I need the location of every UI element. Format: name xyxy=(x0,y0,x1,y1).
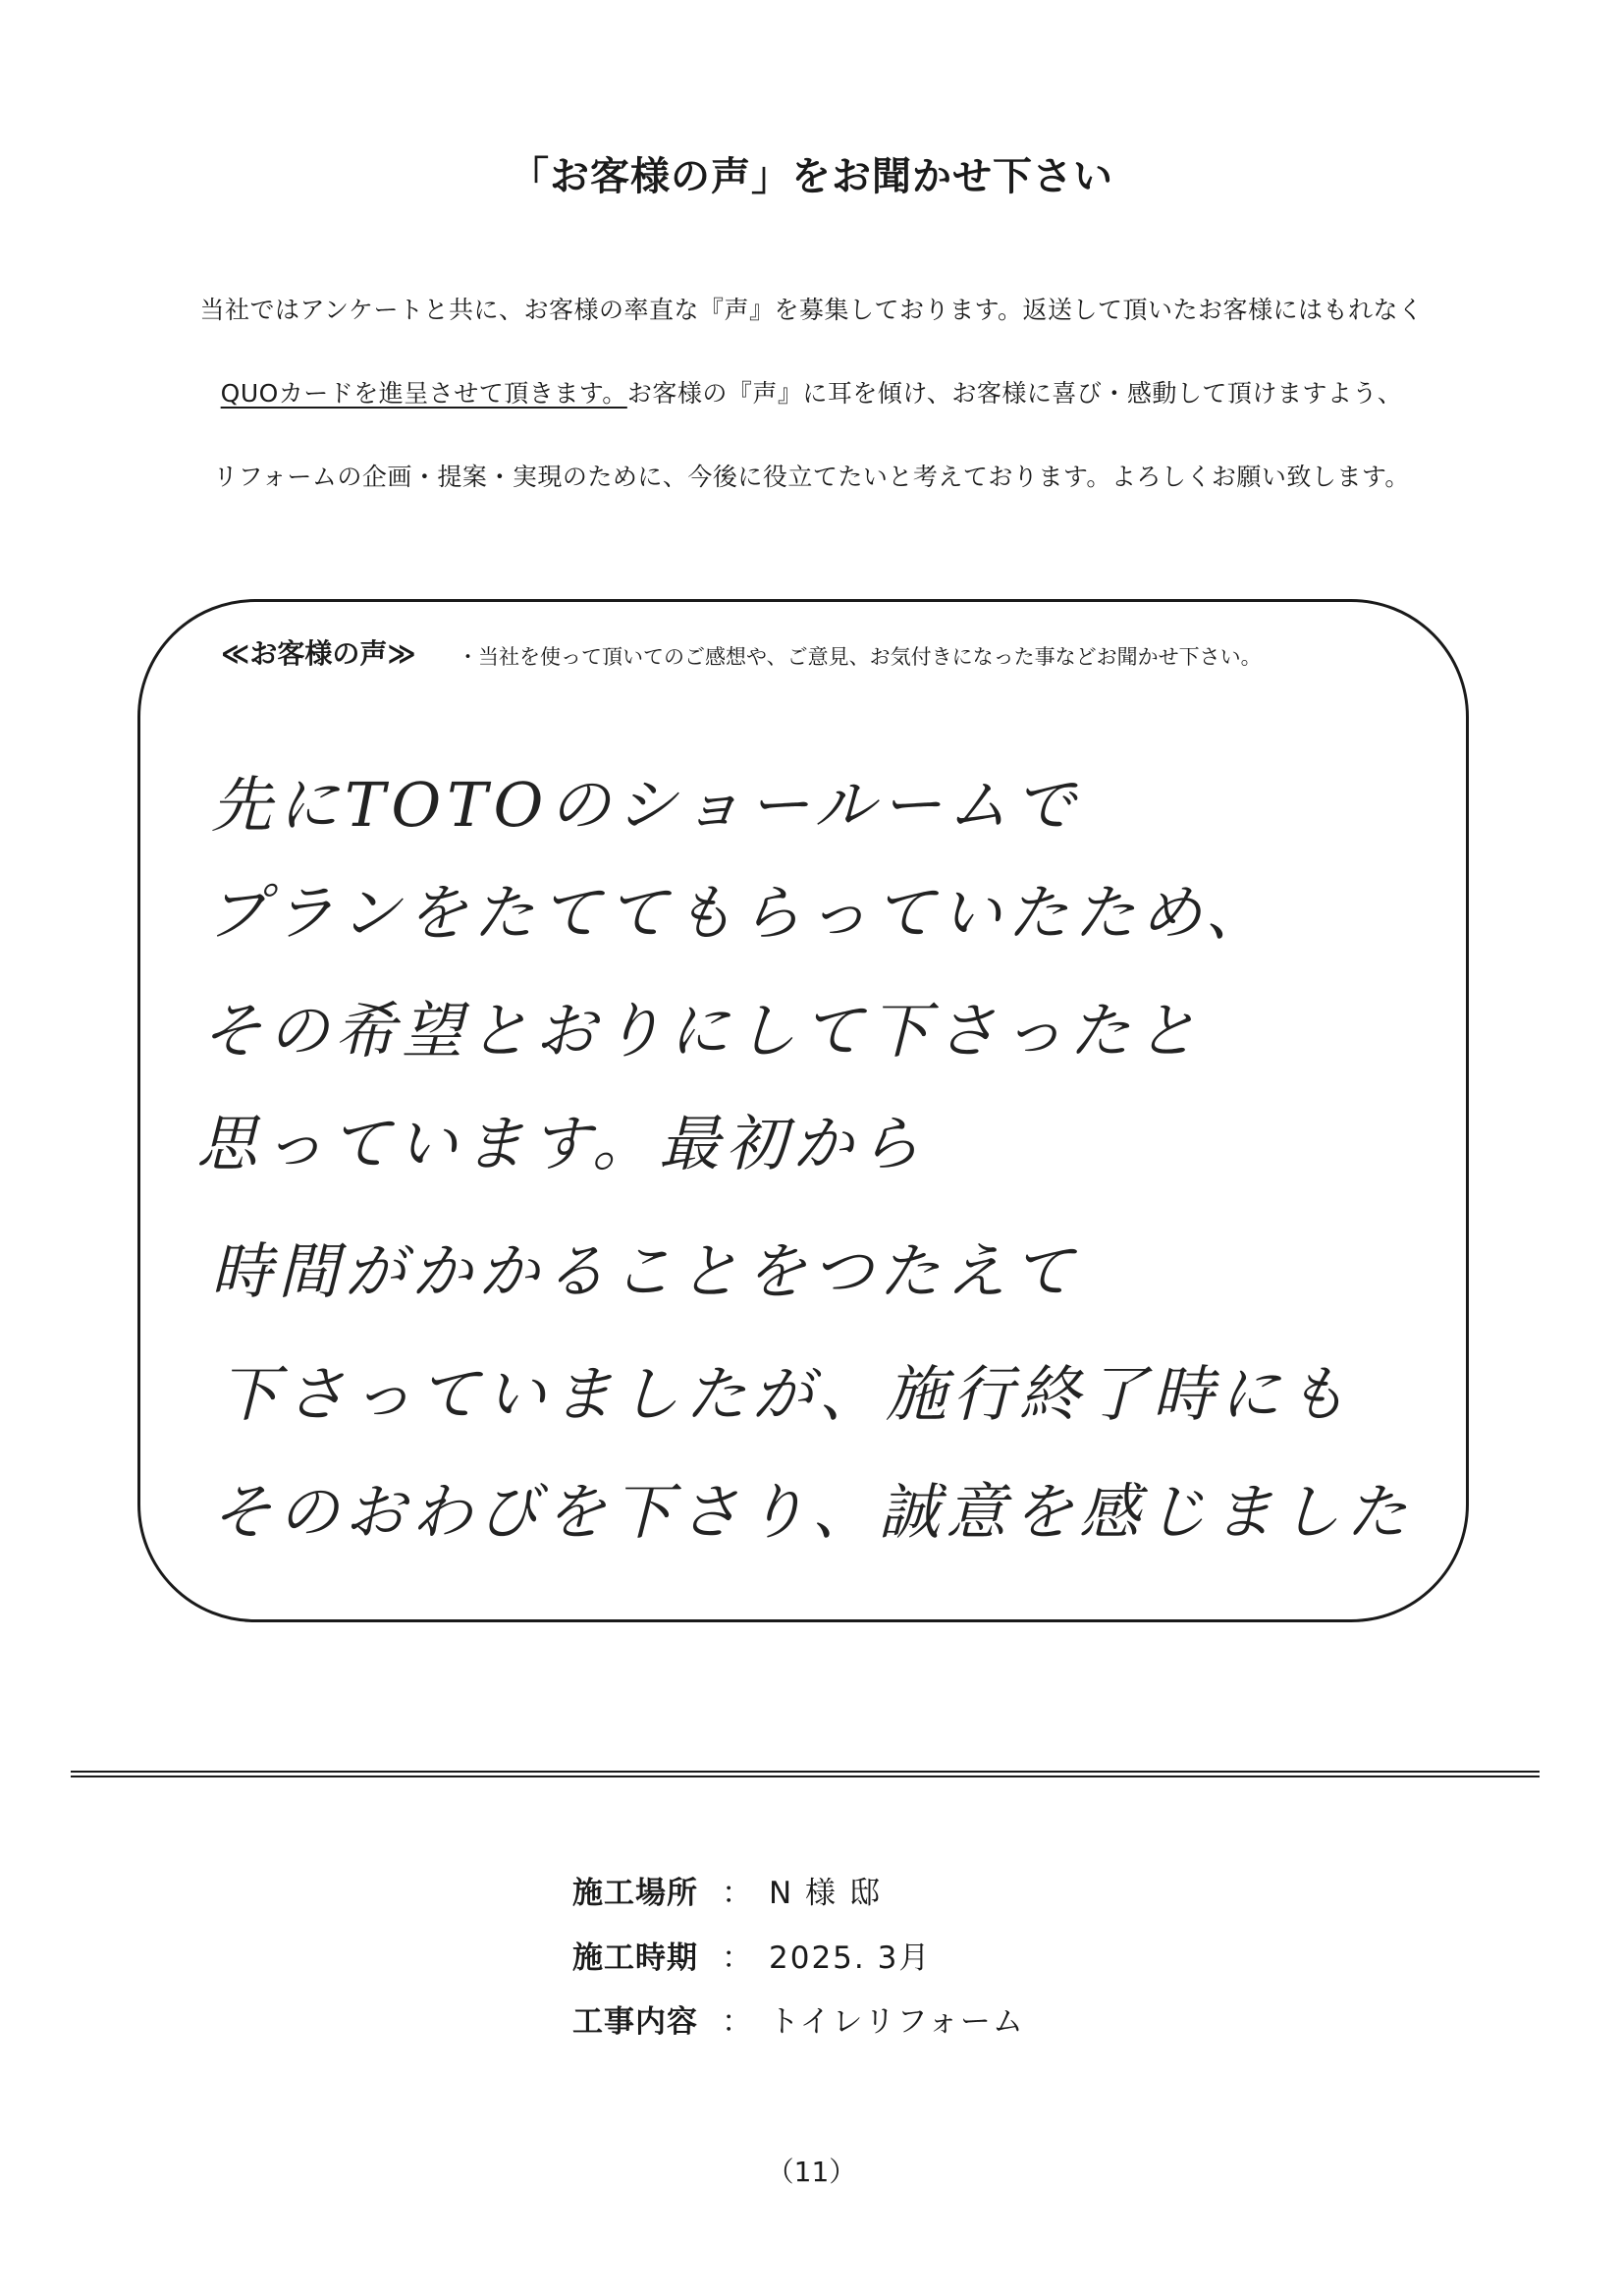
info-value: トイレリフォーム xyxy=(769,2004,1025,2040)
handwritten-line: そのおわびを下さり、誠意を感じました xyxy=(211,1476,1414,1548)
handwritten-line: 時間がかかることをつたえて xyxy=(211,1235,1080,1307)
info-value: N 様 邸 xyxy=(769,1876,882,1911)
voice-box-prompt: ・当社を使って頂いてのご感想や、ご意見、お気付きになった事などお聞かせ下さい。 xyxy=(458,645,1262,669)
handwritten-line: 思っています。最初から xyxy=(196,1108,927,1179)
page-number: （11） xyxy=(766,2156,857,2188)
intro-line-3: リフォームの企画・提案・実現のために、今後に役立てたいと考えております。よろしくお願い致します。 xyxy=(213,463,1410,491)
double-divider xyxy=(71,1771,1540,1777)
page-title: 「お客様の声」をお聞かせ下さい xyxy=(510,154,1113,199)
handwritten-line: 下さっていましたが、施行終了時にも xyxy=(218,1358,1354,1430)
info-row-period xyxy=(572,1933,931,1977)
info-separator: ： xyxy=(722,1941,752,1976)
info-row-location xyxy=(572,1868,882,1912)
intro-line-2 xyxy=(0,374,1623,410)
info-row-work-content xyxy=(572,1996,1025,2041)
info-separator: ： xyxy=(722,1876,752,1911)
voice-box-label: ≪お客様の声≫ xyxy=(221,637,416,670)
intro-line-1: 当社ではアンケートと共に、お客様の率直な『声』を募集しております。返送して頂いたお客様にはもれなく xyxy=(199,296,1424,324)
intro-line-2-rest: お客様の『声』に耳を傾け、お客様に喜び・感動して頂けますよう、 xyxy=(626,379,1403,408)
info-key: 工事内容 xyxy=(572,2004,698,2040)
quo-card-notice: QUOカードを進呈させて頂きます。 xyxy=(220,379,627,408)
info-key: 施工場所 xyxy=(572,1876,698,1911)
handwritten-line: プランをたててもらっていたため、 xyxy=(206,877,1272,949)
info-key: 施工時期 xyxy=(572,1941,698,1976)
info-value: 2025. 3月 xyxy=(769,1941,932,1976)
handwritten-line: 先にTOTOのショールームで xyxy=(211,769,1081,841)
info-separator: ： xyxy=(722,2004,752,2040)
handwritten-line: その希望とおりにして下さったと xyxy=(201,995,1204,1066)
